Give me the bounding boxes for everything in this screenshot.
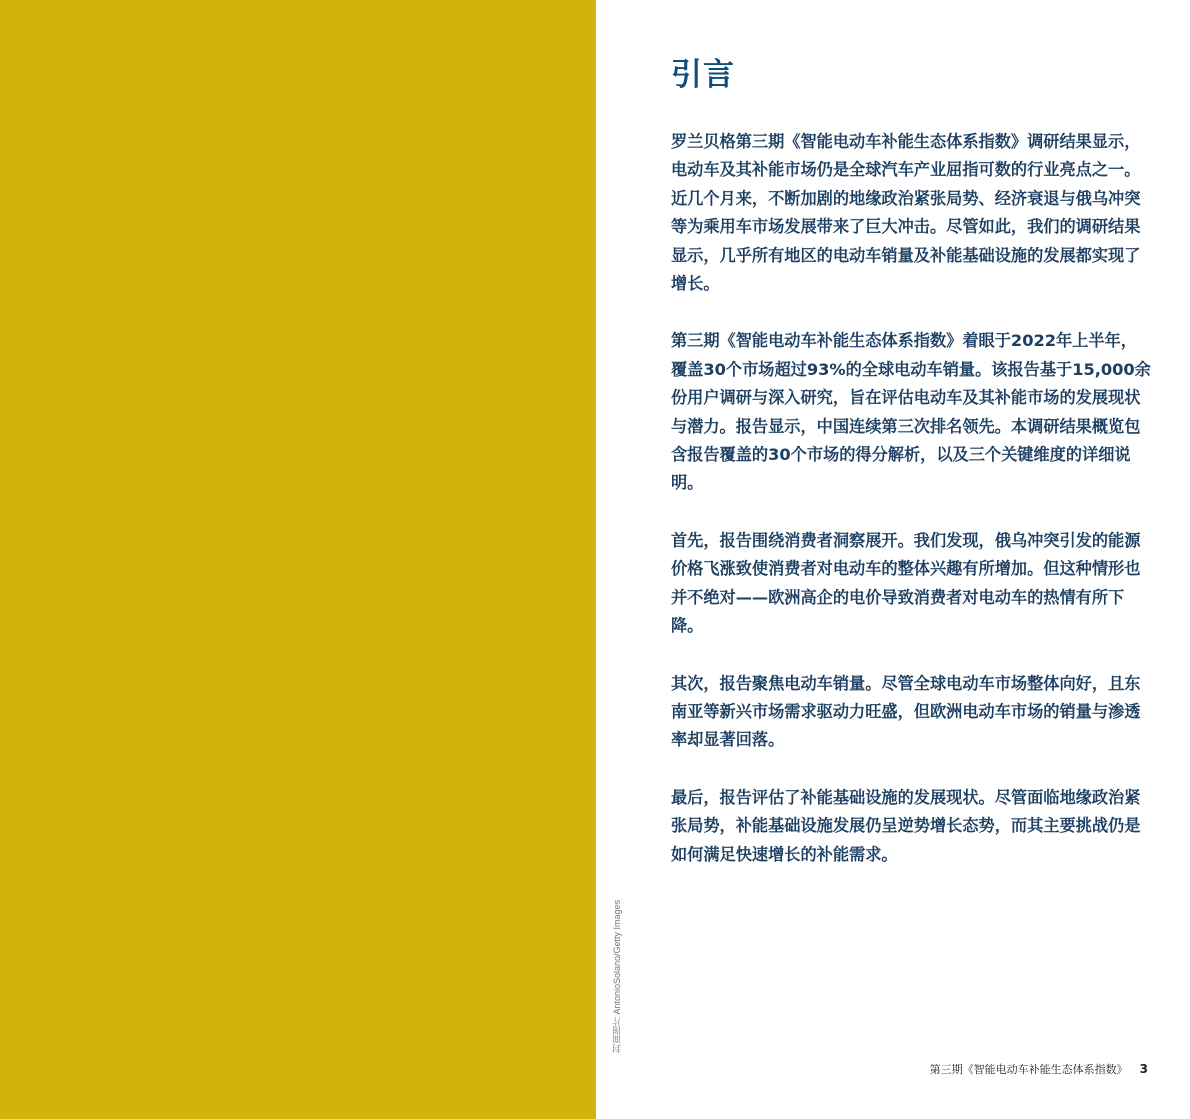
photo-credit: 封面图片 AntonioSolano/Getty Images	[612, 899, 622, 1053]
paragraph-1: 罗兰贝格第三期《智能电动车补能生态体系指数》调研结果显示，电动车及其补能市场仍是全球汽车产业屈指可数的行业亮点之一。近几个月来，不断加剧的地缘政治紧张局势、经济衰退与俄乌冲突等为乘用车市场发展带来了巨大冲击。尽管如此，我们的调研结果显示，几乎所有地区的电动车销量及补能基础设施的发展都实现了增长。	[671, 132, 1141, 294]
footer-title: 第三期《智能电动车补能生态体系指数》	[929, 1063, 1128, 1076]
content-column	[671, 52, 1151, 898]
page-footer	[930, 1061, 1148, 1077]
section-heading: 引言	[671, 57, 735, 93]
page-number: 3	[1139, 1062, 1148, 1076]
paragraph-4: 其次，报告聚焦电动车销量。尽管全球电动车市场整体向好，且东南亚等新兴市场需求驱动力旺盛，但欧洲电动车市场的销量与渗透率却显著回落。	[671, 673, 1141, 750]
paragraph-2: 第三期《智能电动车补能生态体系指数》着眼于2022年上半年，覆盖30个市场超过93%的全球电动车销量。该报告基于15,000余份用户调研与深入研究，旨在评估电动车及其补能市场的发展现状与潜力。报告显示，中国连续第三次排名领先。本调研结果概览包含报告覆盖的30个市场的得分解析，以及三个关键维度的详细说明。	[671, 331, 1151, 493]
paragraph-3: 首先，报告围绕消费者洞察展开。我们发现，俄乌冲突引发的能源价格飞涨致使消费者对电动车的整体兴趣有所增加。但这种情形也并不绝对——欧洲高企的电价导致消费者对电动车的热情有所下降。	[671, 530, 1141, 636]
paragraph-5: 最后，报告评估了补能基础设施的发展现状。尽管面临地缘政治紧张局势，补能基础设施发展仍呈逆势增长态势，而其主要挑战仍是如何满足快速增长的补能需求。	[671, 787, 1141, 864]
